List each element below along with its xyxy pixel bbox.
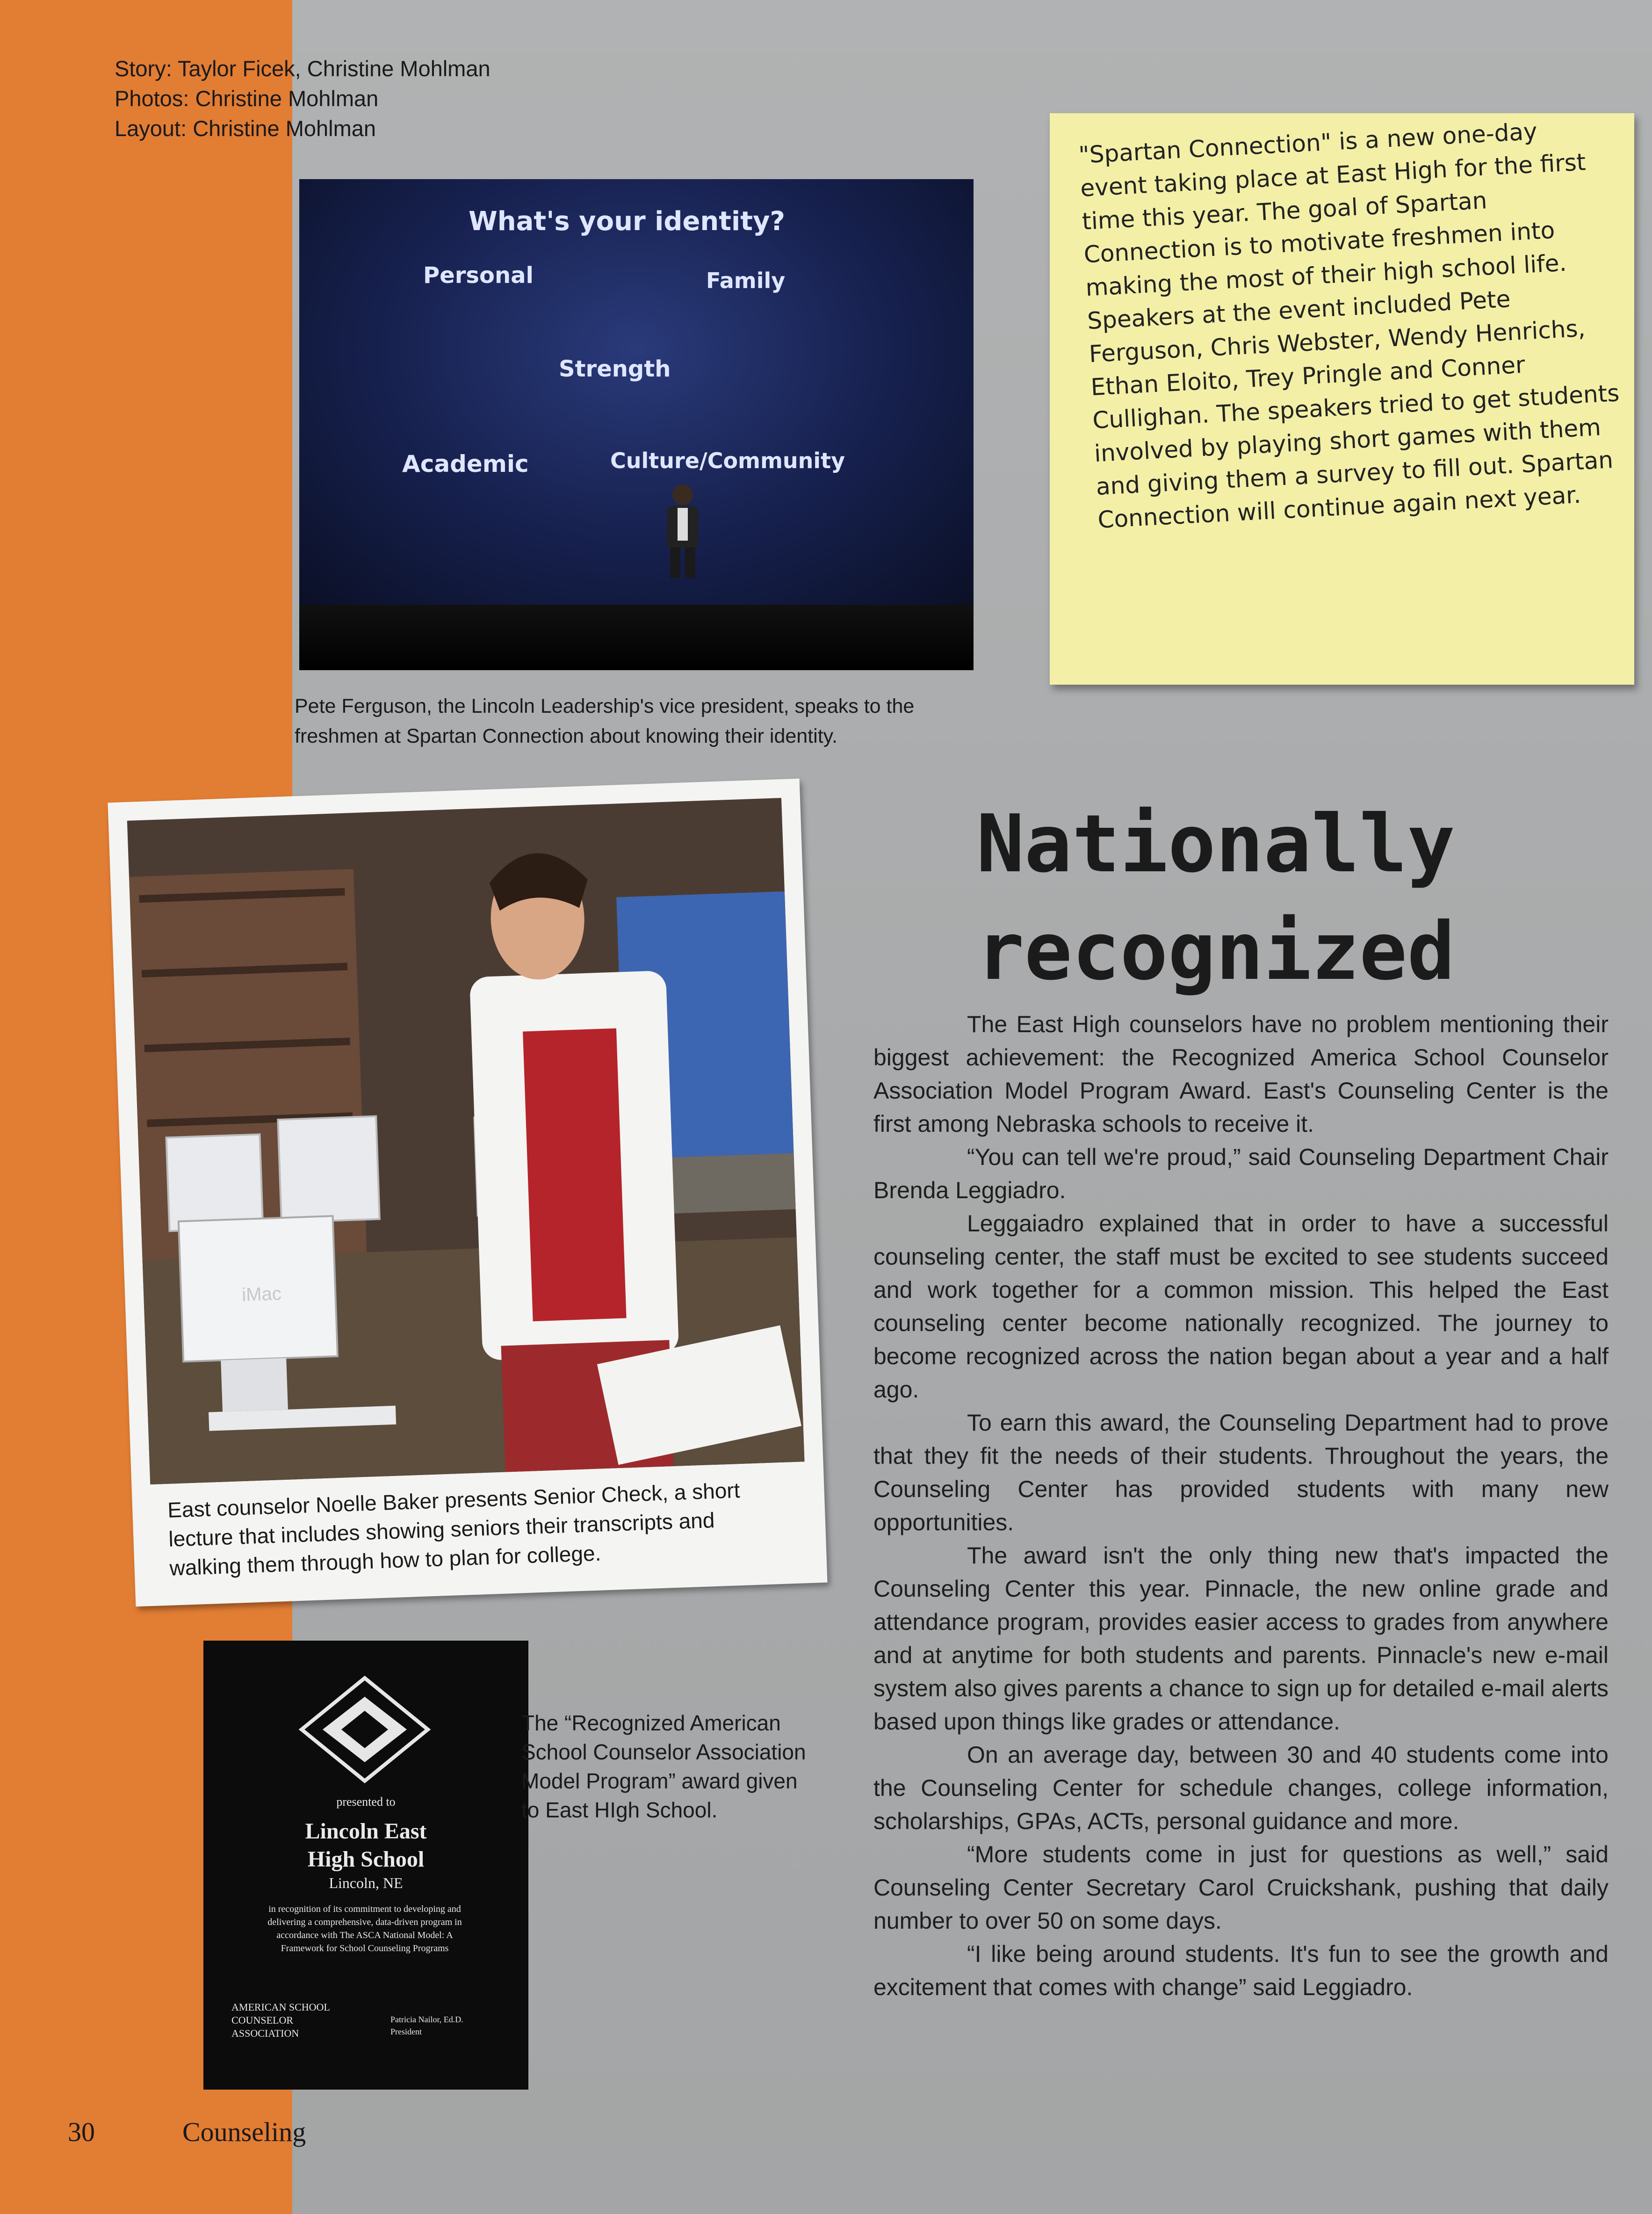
classroom-scene: [127, 798, 805, 1484]
article-paragraph: The award isn't the only thing new that's impacted the Counseling Center this year. Pinnacle, the new online grade and attendance program, provides easier access to grades from anywhere and at anytime for both students and parents. Pinnacle's new e-mail system also gives parents a chance to sign up for detailed e-mail alerts based upon things like grades or attendance.: [873, 1542, 1609, 1735]
article-paragraph: The East High counselors have no problem mentioning their biggest achievement: the Recognized America School Counselor Association Model Program Award. East's Counseling Center is the first among Nebraska schools to receive it.: [873, 1011, 1609, 1137]
page-number: 30: [68, 2117, 95, 2147]
counselor-photo: [127, 798, 805, 1484]
screen-word-personal: Personal: [423, 262, 534, 289]
speaker-photo: [299, 179, 974, 670]
award-signer-title: President: [390, 2027, 422, 2036]
screen-title: What's your identity?: [469, 206, 785, 237]
layout-credit: Layout: Christine Mohlman: [115, 116, 376, 141]
headline-line1: Nationally: [976, 798, 1455, 890]
screen-word-academic: Academic: [402, 450, 529, 478]
award-plaque: [203, 1641, 528, 2090]
award-org-name: AMERICAN SCHOOL COUNSELOR ASSOCIATION: [231, 2001, 330, 2039]
counselor-photo-caption: East counselor Noelle Baker presents Senior Check, a short lecture that includes showing seniors their transcripts and walking them through how to plan for college.: [167, 1478, 741, 1580]
stage-floor: [299, 605, 974, 670]
speaker-figure: [657, 482, 708, 580]
speaker-photo-caption: Pete Ferguson, the Lincoln Leadership's vice president, speaks to the freshmen at Spartan Connection about knowing their identity.: [295, 695, 915, 747]
screen-word-strength: Strength: [559, 356, 671, 382]
article-headline: [865, 790, 1566, 1006]
sticky-note-text: "Spartan Connection" is a new one-day event taking place at East High for the first time this year. The goal of Spartan Connection is to motivate freshmen into making the most of their high school life. Speakers at the event included Pete Ferguson, Chris Webster, Wendy Henrichs, Ethan Eloito, Trey Pringle and Conner Cullighan. The speakers tried to get students involved by playing short games with them and giving them a survey to fill out. Spartan Connection will continue again next year.: [1078, 117, 1620, 534]
award-location: Lincoln, NE: [329, 1874, 403, 1891]
screen-word-culture: Culture/Community: [610, 448, 845, 473]
headline-line2: recognized: [976, 905, 1455, 998]
article-body: [873, 1008, 1609, 2004]
story-credit: Story: Taylor Ficek, Christine Mohlman: [115, 56, 491, 81]
award-school-line2: High School: [307, 1847, 425, 1872]
sticky-note: [1050, 113, 1634, 685]
award-school-line1: Lincoln East: [305, 1819, 427, 1844]
award-signer: Patricia Nailor, Ed.D.: [390, 2015, 463, 2024]
projection-screen: [299, 179, 974, 605]
article-paragraph: Leggaiadro explained that in order to have a successful counseling center, the staff must be excited to see students succeed and work together for a common mission. This helped the East counseling center become nationally recognized. The journey to become recognized across the nation began about a year and a half ago.: [873, 1210, 1609, 1403]
article-paragraph: To earn this award, the Counseling Department had to prove that they fit the needs of their students. Throughout the years, the Counseling Center has provided students with many new opportunities.: [873, 1410, 1609, 1535]
article-paragraph: “You can tell we're proud,” said Counseling Department Chair Brenda Leggiadro.: [873, 1144, 1609, 1203]
article-paragraph: “I like being around students. It's fun to see the growth and excitement that comes with change” said Leggiadro.: [873, 1941, 1609, 2000]
section-name: Counseling: [182, 2117, 306, 2147]
article-paragraph: On an average day, between 30 and 40 students come into the Counseling Center for schedule changes, college information, scholarships, GPAs, ACTs, personal guidance and more.: [873, 1742, 1609, 1834]
award-presented-to: presented to: [336, 1795, 396, 1809]
award-caption: The “Recognized American School Counselor Association Model Program” award given to East HIgh School.: [521, 1711, 806, 1822]
screen-word-family: Family: [706, 268, 786, 293]
award-recognition: in recognition of its commitment to developing and delivering a comprehensive, data-driven program in accordance with The ASCA National Model: A Framework for School Counseling Programs: [267, 1904, 462, 1954]
counselor-polaroid: [108, 779, 827, 1607]
imac-label: iMac: [241, 1283, 282, 1305]
credits-block: [115, 54, 535, 144]
article-paragraph: “More students come in just for questions as well,” said Counseling Center Secretary Carol Cruickshank, pushing that daily number to over 50 on some days.: [873, 1841, 1609, 1934]
photos-credit: Photos: Christine Mohlman: [115, 86, 379, 111]
asca-emblem-icon: [288, 1673, 442, 1786]
